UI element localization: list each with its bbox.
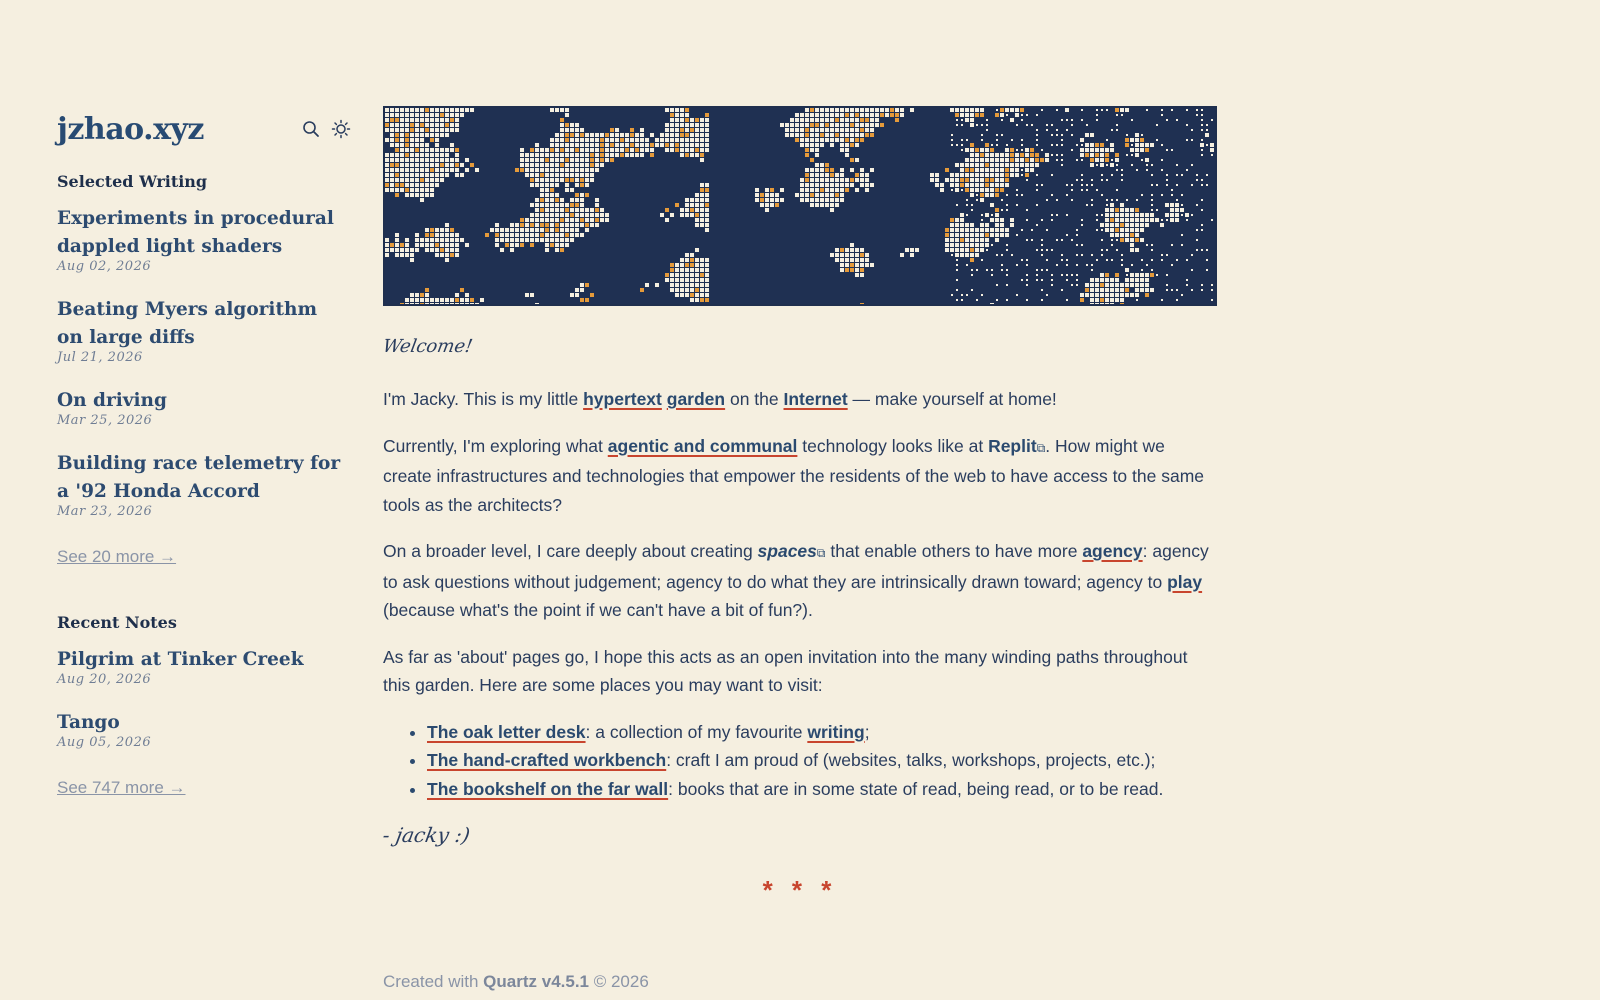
list-item <box>427 746 1218 775</box>
external-link-icon: ⧉ <box>1036 440 1046 455</box>
list-item <box>57 205 347 274</box>
garden-link[interactable]: garden <box>666 389 726 409</box>
text: . How might we create infrastructures and technologies that empower the residents of the web to have access to the same tools as the architects? <box>383 435 1205 515</box>
bookshelf-link[interactable]: The bookshelf on the far wall <box>427 778 669 799</box>
values-paragraph <box>383 537 1218 625</box>
dithered-banner-image <box>383 106 1217 306</box>
workbench-link[interactable]: The hand-crafted workbench <box>427 750 667 770</box>
banner-pattern <box>385 108 1215 304</box>
sun-icon[interactable] <box>331 119 351 139</box>
writing-link[interactable]: writing <box>807 721 865 742</box>
signoff: - jacky :) <box>380 823 472 847</box>
list-item <box>57 450 347 519</box>
play-link[interactable]: play <box>1167 571 1203 592</box>
hypertext-link[interactable]: hypertext <box>583 389 662 409</box>
places-list <box>427 718 1218 804</box>
replit-label: Replit <box>988 435 1037 456</box>
list-item <box>57 387 347 428</box>
text: technology looks like at <box>797 435 989 456</box>
see-more-writing-link[interactable]: See 20 more → <box>57 547 177 566</box>
post-date: Jul 21, 2026 <box>57 350 143 365</box>
agentic-link[interactable]: agentic and communal <box>607 435 798 456</box>
footer-text: Created with <box>383 972 484 991</box>
post-date: Mar 25, 2026 <box>57 413 153 428</box>
current-work-paragraph <box>383 432 1218 520</box>
site-title[interactable]: jzhao.xyz <box>57 111 204 147</box>
external-link-icon: ⧉ <box>816 546 826 560</box>
internet-link[interactable]: Internet <box>783 389 848 409</box>
search-icon[interactable] <box>301 119 321 139</box>
post-date: Aug 20, 2026 <box>57 672 152 687</box>
sidebar-header <box>57 106 347 152</box>
text: : a collection of my favourite <box>585 721 808 742</box>
text: : craft I am proud of (websites, talks, workshops, projects, etc.); <box>666 750 1156 770</box>
list-item <box>57 646 347 687</box>
text: ; <box>864 721 870 742</box>
list-item <box>427 775 1218 804</box>
text: I'm Jacky. This is my little <box>383 389 584 409</box>
footer <box>383 972 649 992</box>
post-date: Aug 05, 2026 <box>57 735 152 750</box>
post-title[interactable]: Experiments in procedural dappled light shaders <box>57 208 334 257</box>
main-content <box>380 106 1218 906</box>
welcome-heading: Welcome! <box>381 336 475 357</box>
list-item <box>57 296 347 365</box>
agency-link[interactable]: agency <box>1082 541 1143 561</box>
replit-link[interactable] <box>988 436 1045 456</box>
header-icons <box>301 119 351 139</box>
post-title[interactable]: On driving <box>57 390 167 411</box>
post-title[interactable]: Beating Myers algorithm on large diffs <box>57 299 318 348</box>
text: : books that are in some state of read, being read, or to be read. <box>668 778 1164 799</box>
text: that enable others to have more <box>825 541 1083 561</box>
post-date: Aug 02, 2026 <box>57 259 152 274</box>
sidebar <box>57 106 347 798</box>
recent-notes-section <box>57 613 347 798</box>
spaces-label: spaces <box>757 541 817 561</box>
about-paragraph: As far as 'about' pages go, I hope this acts as an open invitation into the many winding paths throughout this garden. Here are some places you may want to visit: <box>383 646 1188 695</box>
text: Currently, I'm exploring what <box>383 435 608 456</box>
post-title[interactable]: Pilgrim at Tinker Creek <box>57 649 304 670</box>
post-date: Mar 23, 2026 <box>57 504 153 519</box>
oak-letter-desk-link[interactable]: The oak letter desk <box>427 721 586 742</box>
text: on the <box>725 389 784 409</box>
text: : agency to ask questions without judgement; agency to do what they are intrinsically drawn toward; agency to <box>383 541 1209 592</box>
spaces-link[interactable] <box>758 541 826 561</box>
recent-notes-heading: Recent Notes <box>57 613 177 632</box>
list-item <box>57 709 347 750</box>
text: — make yourself at home! <box>847 389 1057 409</box>
see-more-notes-link[interactable]: See 747 more → <box>57 778 186 797</box>
post-title[interactable]: Tango <box>57 712 120 733</box>
section-divider: * * * <box>762 875 838 905</box>
text: (because what's the point if we can't have a bit of fun?). <box>383 600 813 620</box>
post-title[interactable]: Building race telemetry for a '92 Honda Accord <box>57 453 341 502</box>
intro-paragraph <box>383 385 1218 414</box>
quartz-link[interactable]: Quartz v4.5.1 <box>483 972 589 991</box>
list-item <box>427 718 1218 747</box>
footer-text: © 2026 <box>589 972 649 991</box>
selected-writing-heading: Selected Writing <box>57 172 208 191</box>
text: On a broader level, I care deeply about creating <box>383 541 758 561</box>
